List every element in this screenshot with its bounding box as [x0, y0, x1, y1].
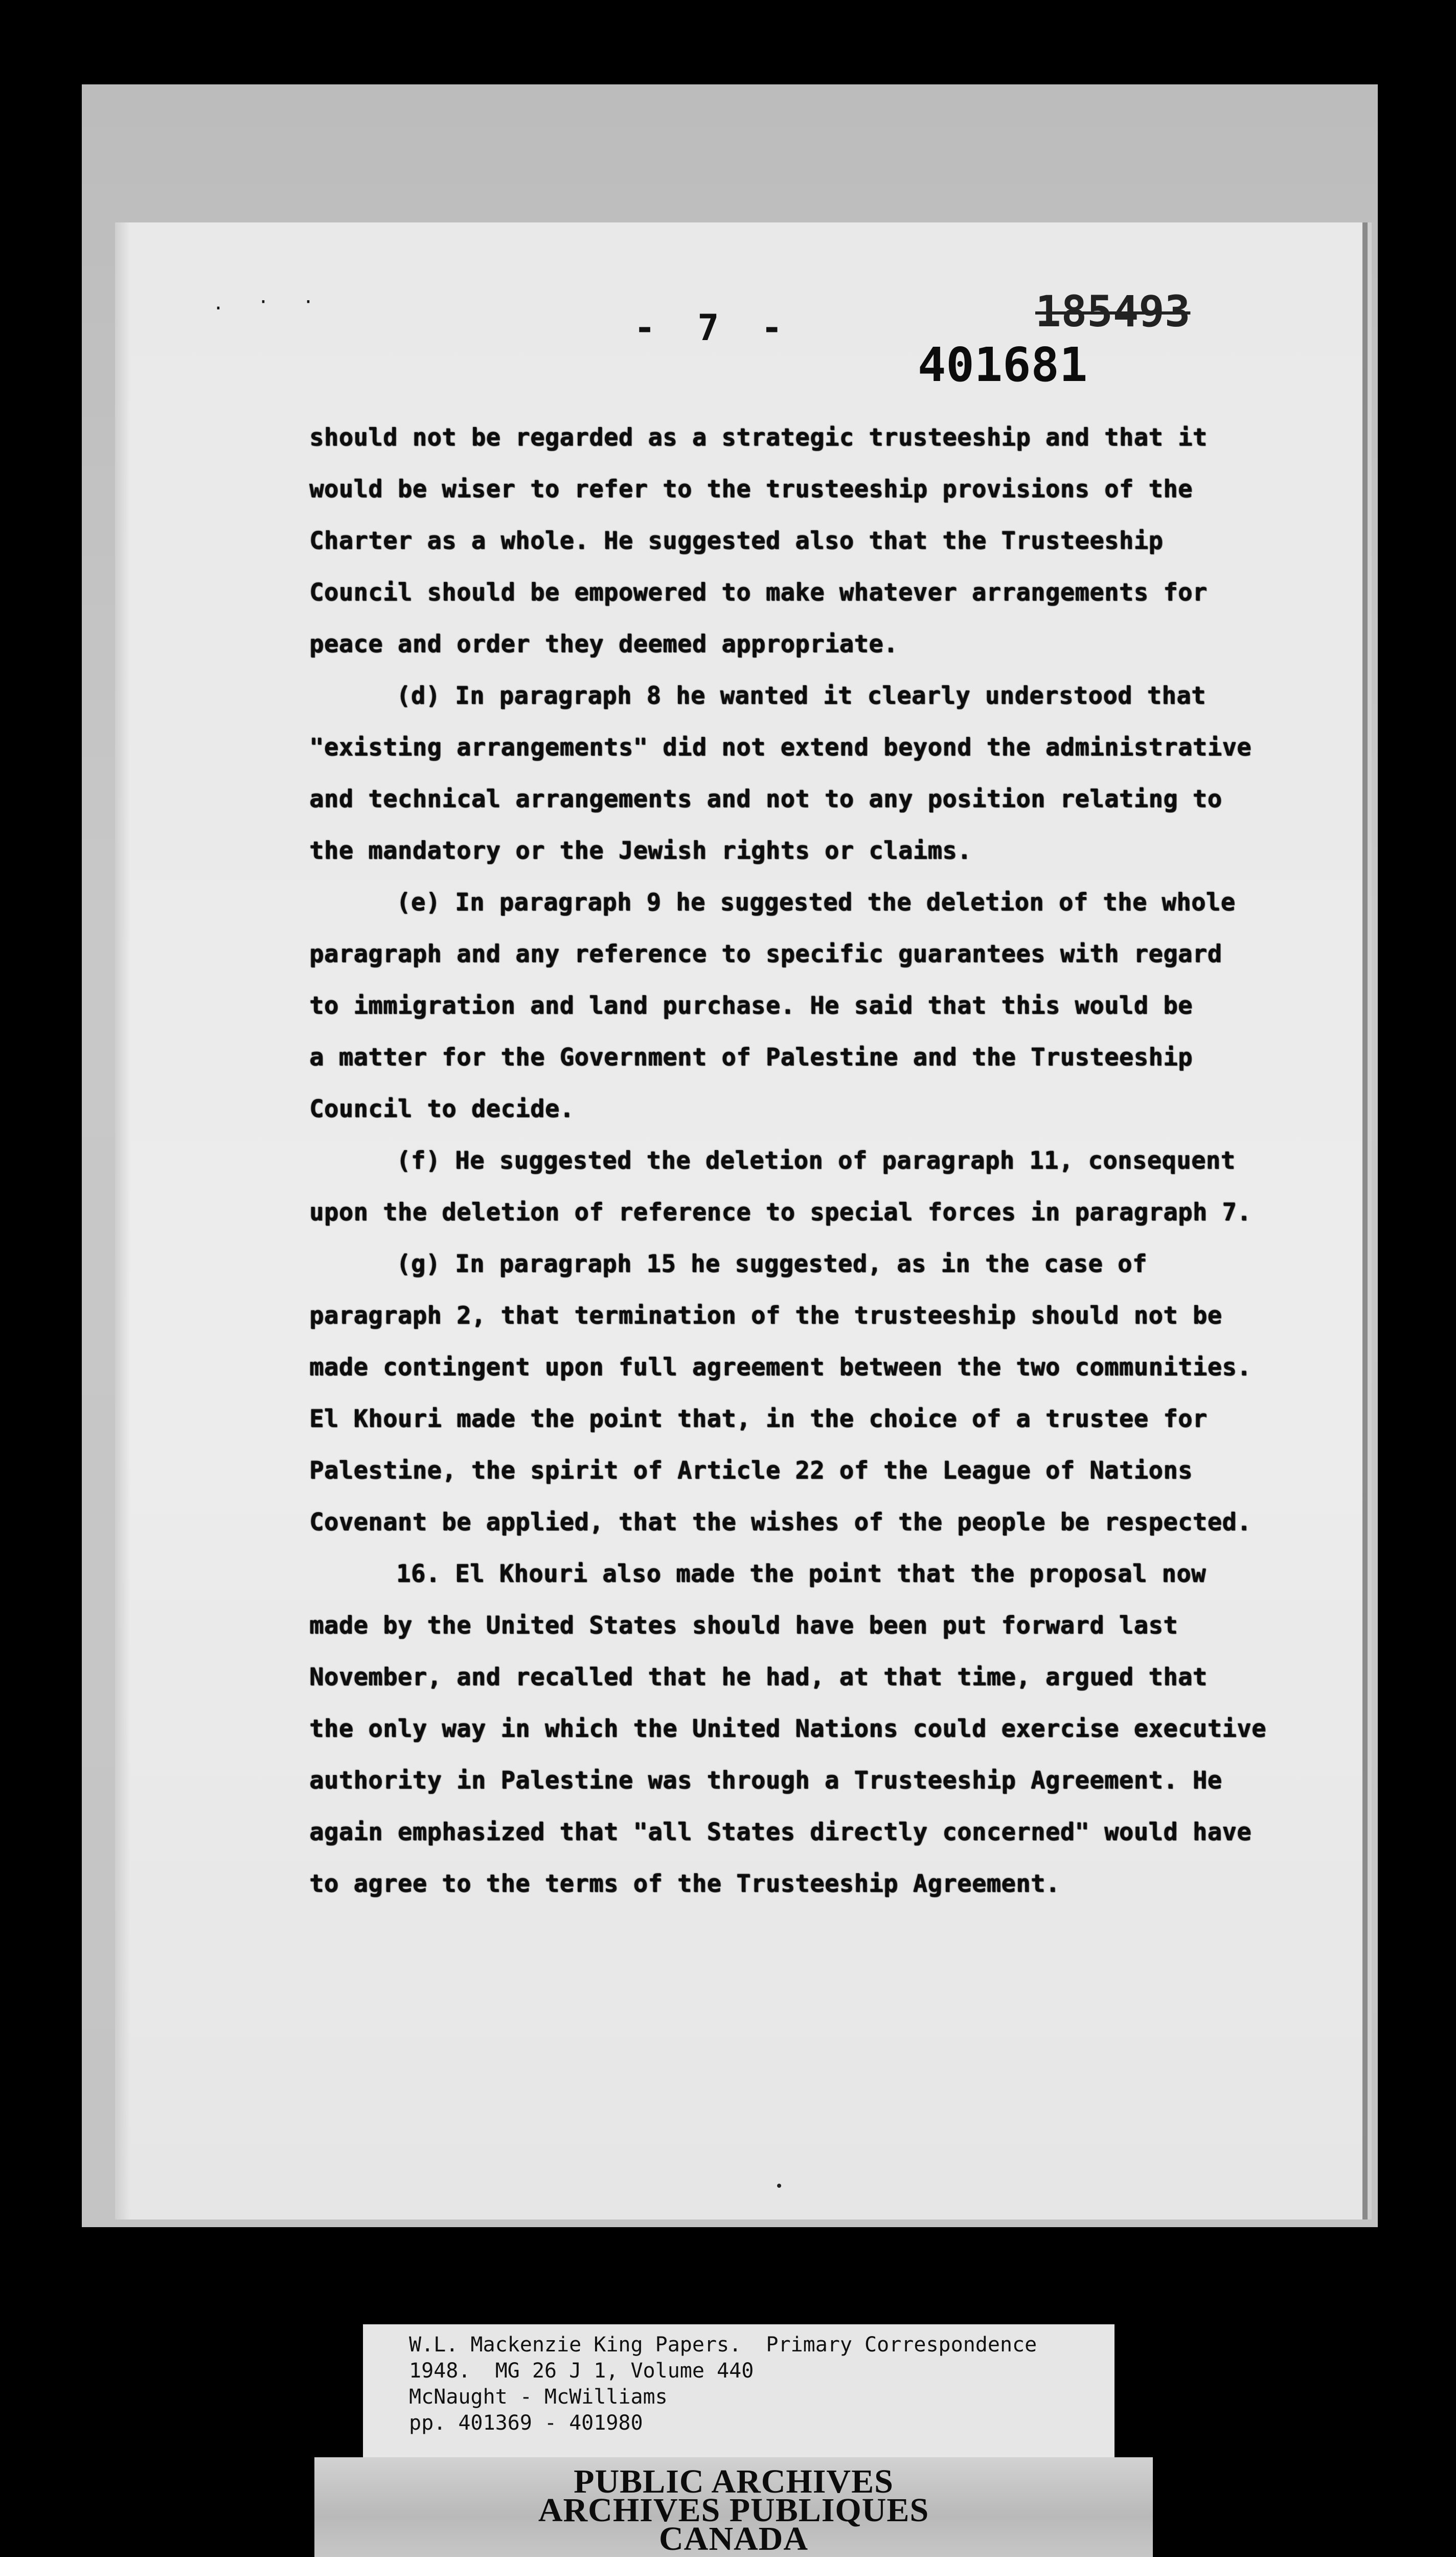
stamp-old-number: 185493 — [1035, 286, 1191, 337]
text-line: paragraph 2, that termination of the trusteeship should not be — [309, 1302, 1222, 1330]
text-line: Palestine, the spirit of Article 22 of the League of Nations — [309, 1456, 1193, 1485]
page-edge-shadow — [115, 222, 130, 2219]
text-line: Covenant be applied, that the wishes of the people be respected. — [309, 1508, 1252, 1536]
citation-line: McNaught - McWilliams — [409, 2385, 668, 2409]
text-line: 16. El Khouri also made the point that the proposal now — [396, 1560, 1206, 1588]
text-line: the mandatory or the Jewish rights or claims. — [309, 837, 972, 865]
text-line: (e) In paragraph 9 he suggested the deletion of the whole — [396, 888, 1236, 916]
text-line: Council to decide. — [309, 1095, 575, 1123]
archives-stamp-line: ARCHIVES PUBLIQUES — [538, 2492, 929, 2529]
document-body — [309, 412, 1337, 1910]
text-line: paragraph and any reference to specific guarantees with regard — [309, 940, 1222, 968]
text-line: November, and recalled that he had, at that time, argued that — [309, 1663, 1208, 1691]
text-line: "existing arrangements" did not extend beyond the administrative — [309, 733, 1252, 761]
citation-line: pp. 401369 - 401980 — [409, 2411, 643, 2435]
archives-stamp-line: CANADA — [659, 2520, 808, 2557]
text-line: authority in Palestine was through a Trusteeship Agreement. He — [309, 1766, 1222, 1795]
text-line: would be wiser to refer to the trusteeship provisions of the — [309, 475, 1193, 503]
archives-stamp-line: PUBLIC ARCHIVES — [574, 2463, 894, 2500]
text-line: to agree to the terms of the Trusteeship Agreement. — [309, 1870, 1060, 1898]
text-line: Charter as a whole. He suggested also that the Trusteeship — [309, 527, 1164, 555]
text-line: peace and order they deemed appropriate. — [309, 630, 898, 658]
text-line: to immigration and land purchase. He said that this would be — [309, 992, 1193, 1020]
text-line: a matter for the Government of Palestine and the Trusteeship — [309, 1043, 1193, 1071]
citation-line: W.L. Mackenzie King Papers. Primary Correspondence — [409, 2333, 1037, 2357]
archive-citation — [409, 2332, 1037, 2436]
header-marks: . · · — [215, 289, 327, 315]
scan-speck — [777, 2184, 781, 2188]
text-line: (g) In paragraph 15 he suggested, as in the case of — [396, 1250, 1147, 1278]
stamp-new-number: 401681 — [918, 338, 1088, 392]
text-line: should not be regarded as a strategic trusteeship and that it — [309, 423, 1208, 452]
text-line: the only way in which the United Nations could exercise executive — [309, 1715, 1266, 1743]
text-line: made by the United States should have been put forward last — [309, 1611, 1178, 1640]
text-line: Council should be empowered to make whatever arrangements for — [309, 578, 1208, 607]
text-line: made contingent upon full agreement between the two communities. — [309, 1353, 1252, 1381]
text-line: El Khouri made the point that, in the choice of a trustee for — [309, 1405, 1208, 1433]
page-number: - 7 - — [634, 307, 793, 349]
text-line: upon the deletion of reference to special forces in paragraph 7. — [309, 1198, 1252, 1226]
text-line: (f) He suggested the deletion of paragraph 11, consequent — [396, 1147, 1236, 1175]
archives-stamp — [314, 2463, 1153, 2557]
citation-line: 1948. MG 26 J 1, Volume 440 — [409, 2359, 754, 2383]
text-line: again emphasized that "all States directly concerned" would have — [309, 1818, 1252, 1846]
text-line: (d) In paragraph 8 he wanted it clearly understood that — [396, 682, 1206, 710]
text-line: and technical arrangements and not to any position relating to — [309, 785, 1222, 813]
